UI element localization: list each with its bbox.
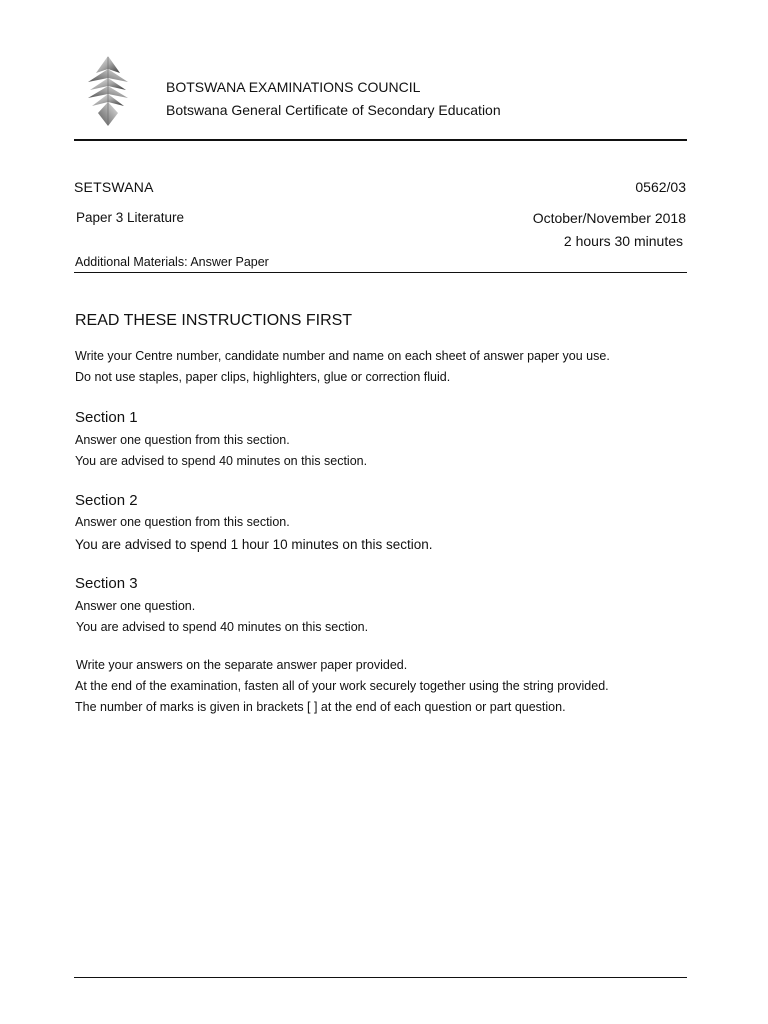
section-2-heading: Section 2: [75, 492, 138, 509]
exam-session: October/November 2018: [532, 210, 686, 226]
general-instruction: Do not use staples, paper clips, highlighters, glue or correction fluid.: [75, 370, 451, 384]
section-2-instruction: Answer one question from this section.: [75, 515, 290, 529]
paper-title: Paper 3 Literature: [76, 210, 185, 225]
section-3-instruction: You are advised to spend 40 minutes on this section.: [76, 620, 369, 634]
section-1-heading: Section 1: [75, 409, 138, 426]
details-divider: [74, 272, 687, 273]
footer-divider: [74, 977, 687, 978]
instructions-heading: READ THESE INSTRUCTIONS FIRST: [75, 312, 353, 329]
closing-instruction: The number of marks is given in brackets [ ] at the end of each question or part question.: [75, 700, 566, 714]
botswana-examinations-council-logo-icon: [84, 55, 132, 127]
qualification-name: Botswana General Certificate of Secondary Education: [166, 102, 501, 118]
section-1-instruction: You are advised to spend 40 minutes on this section.: [75, 454, 368, 468]
additional-materials: Additional Materials: Answer Paper: [75, 255, 269, 269]
general-instruction: Write your Centre number, candidate number and name on each sheet of answer paper you use.: [75, 349, 610, 363]
section-1-instruction: Answer one question from this section.: [75, 433, 290, 447]
organization-name: BOTSWANA EXAMINATIONS COUNCIL: [166, 79, 421, 95]
exam-duration: 2 hours 30 minutes: [563, 233, 683, 249]
section-3-instruction: Answer one question.: [75, 599, 196, 613]
closing-instruction: At the end of the examination, fasten all of your work securely together using the string provided.: [75, 679, 609, 693]
header-divider: [74, 139, 687, 141]
paper-code: 0562/03: [635, 179, 686, 195]
section-2-instruction: You are advised to spend 1 hour 10 minutes on this section.: [75, 537, 433, 552]
section-3-heading: Section 3: [75, 575, 138, 592]
subject-name: SETSWANA: [74, 179, 154, 195]
closing-instruction: Write your answers on the separate answer paper provided.: [76, 658, 408, 672]
